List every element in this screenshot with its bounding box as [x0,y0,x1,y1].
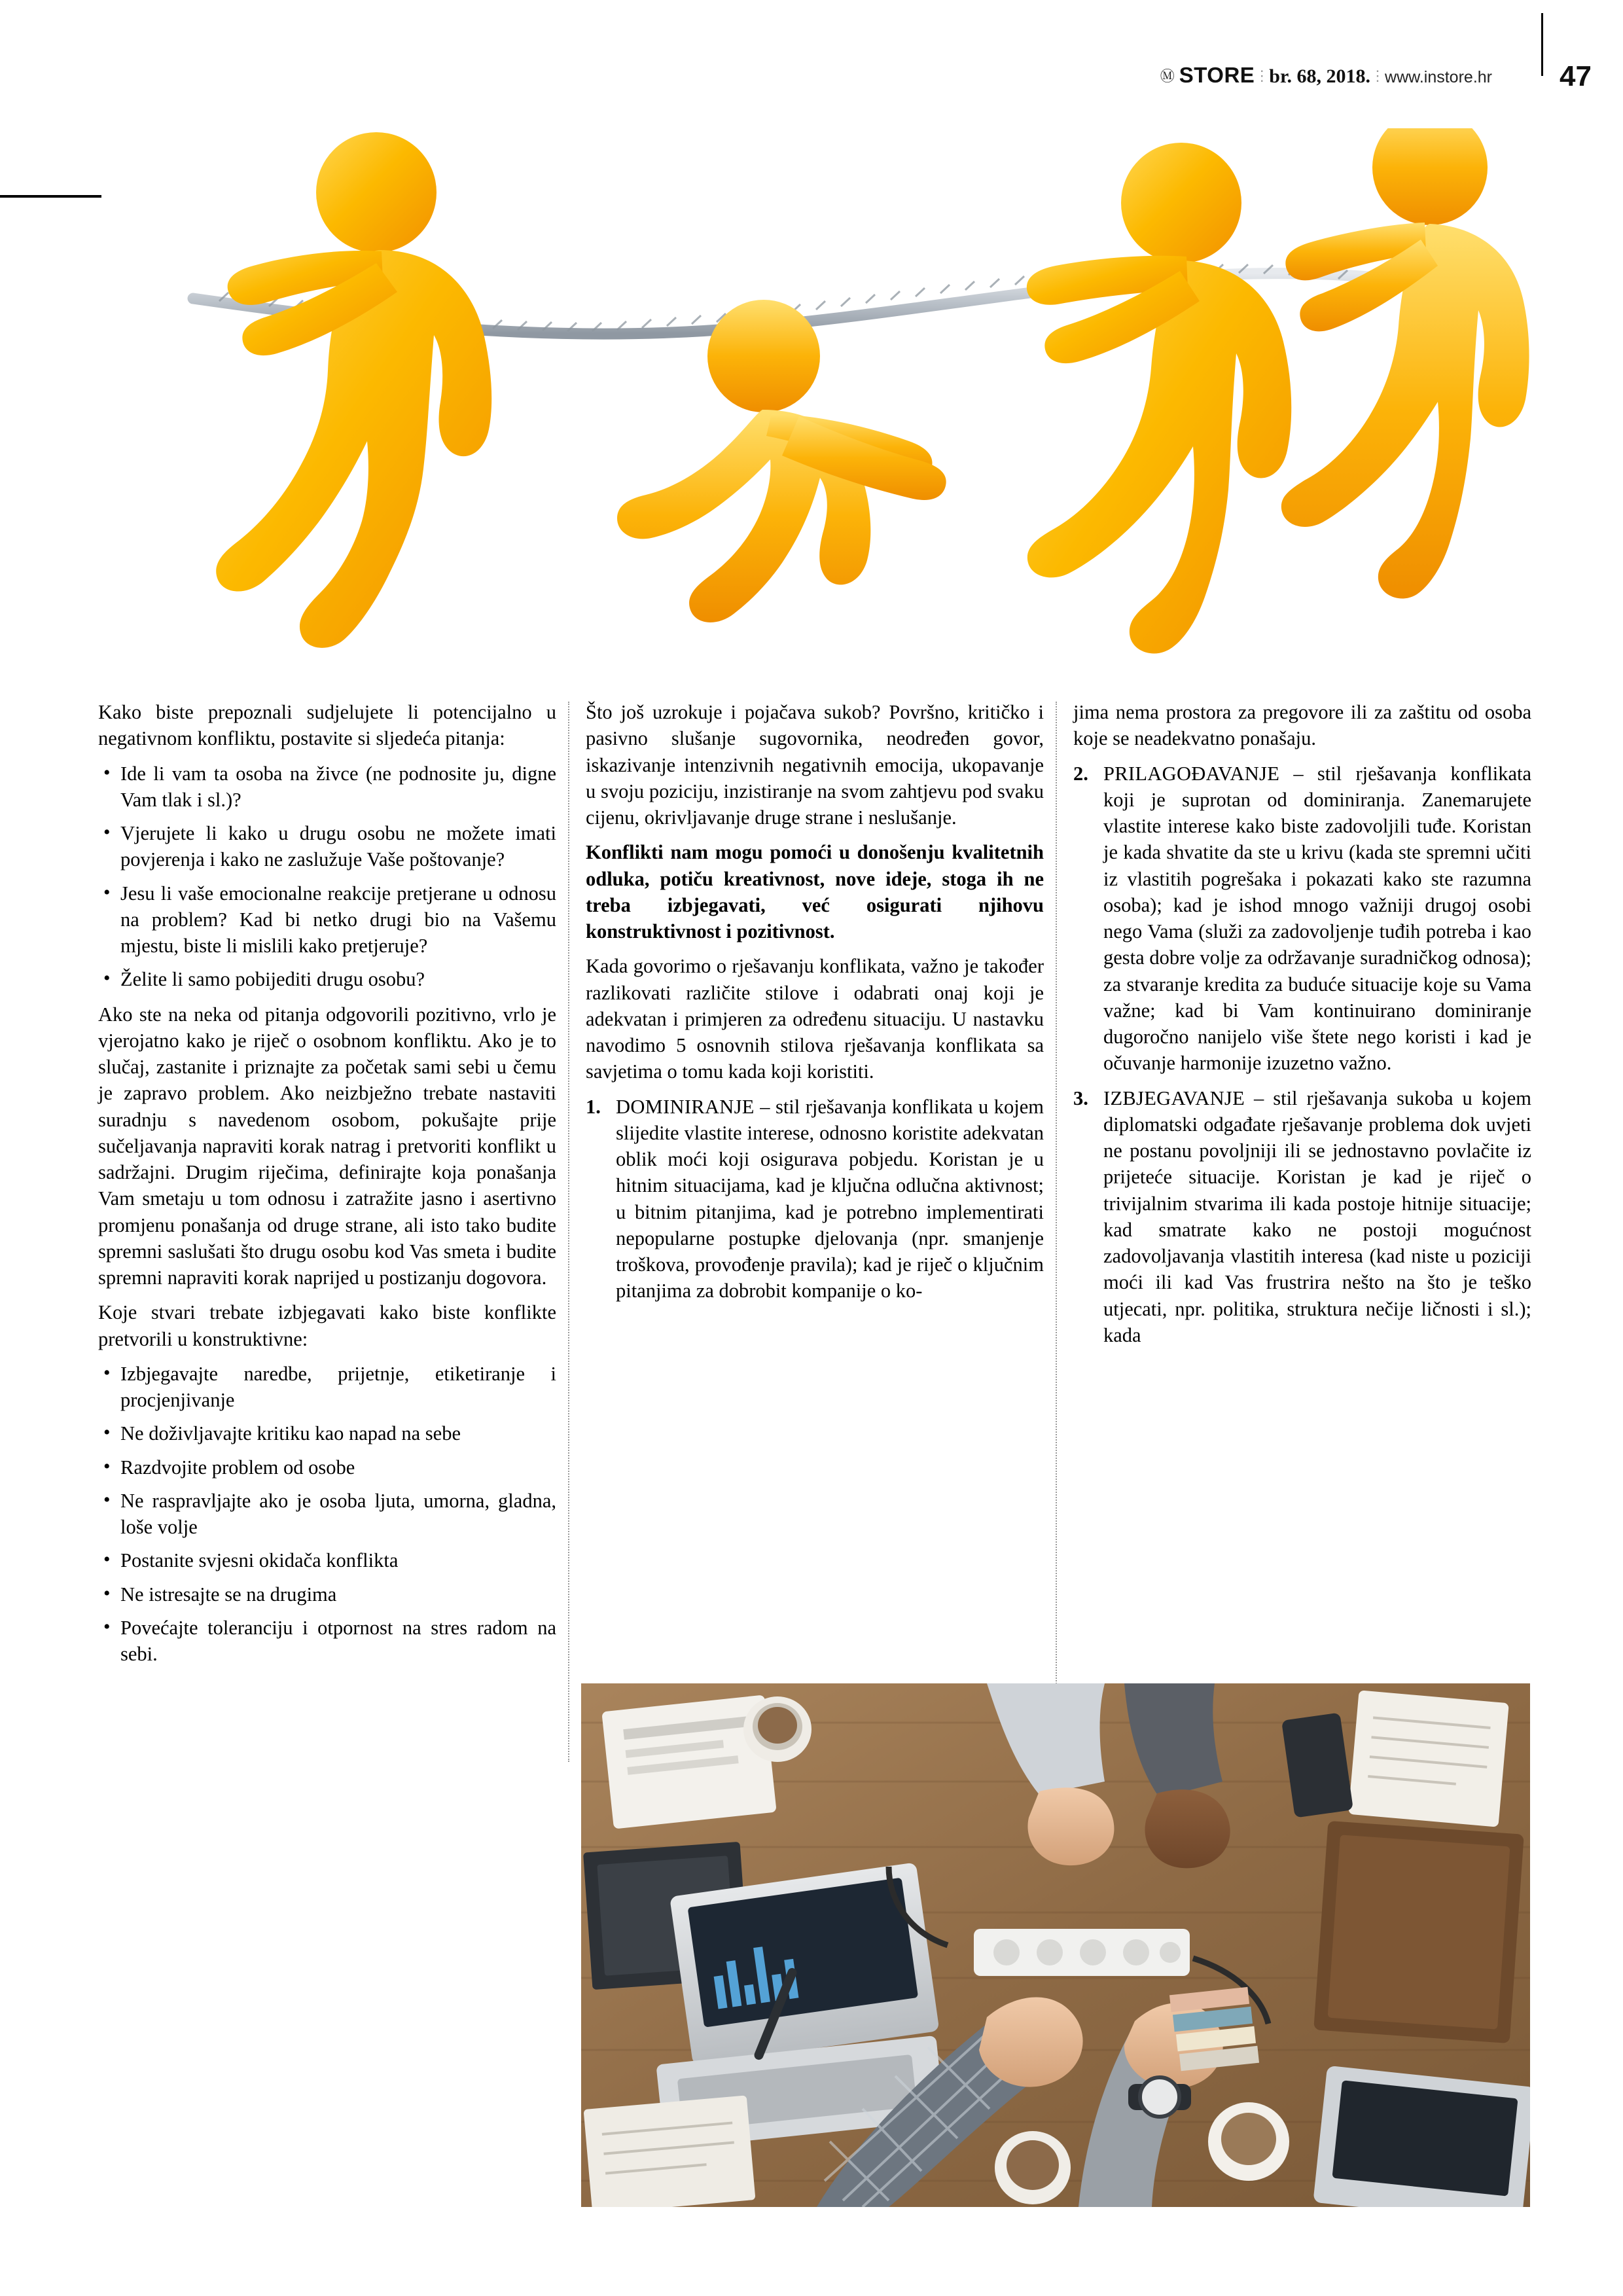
separator-dots: ⋮ [1255,67,1270,84]
column-3 [1073,699,1531,1357]
column-2 [586,699,1044,1313]
instore-logo-text: STORE [1179,63,1255,87]
instore-logo-icon: Ⓜ [1160,68,1174,84]
question-list [98,761,556,993]
website-url: www.instore.hr [1385,68,1492,86]
item-number: 1. [586,1095,601,1118]
advice-list [98,1361,556,1668]
highlight-paragraph: Konflikti nam mogu pomoći u donošenju kvalitetnih odluka, potiču kreativnost, nove ideje, stoga ih ne treba izbjegavati, već osigurati njihovu konstruktivnost i pozitivnost. [586,841,1044,942]
issue-label: br. 68, 2018. [1269,65,1371,87]
list-item: • Ne istresajte se na drugima [98,1581,556,1607]
item-text: – stil rješavanja konflikata u kojem slijedite vlastite interese, odnosno koristite adekvatan oblik moći koji osigurava pobjedu. Koristan je u hitnim situacijama, kad je ključna odlučna aktivnost; u bitnim pitanjima, kad je potrebno implementirati nepopularne postupke djelovanja (npr. smanjenje troškova, provođenje pravila); kad je riječ o ključnim pitanjima za dobrobit kompanije o ko- [616,1095,1044,1302]
item-number: 2. [1073,762,1088,785]
list-item: • Želite li samo pobijediti drugu osobu? [98,966,556,992]
column-1 [98,699,556,1676]
page-number: 47 [1560,60,1592,92]
item-text: – stil rješavanja sukoba u kojem diplomatski odgađate rješavanje problema dok uvjeti ne postanu povoljniji ili se jednostavno povlačite iz prijeteće situacije. Koristan je kad je riječ o trivijalnim stvarima ili kada postoje hitnije situacije; kad smatrate kako ne postoji mogućnost zadovoljavanja vlastitih interesa (kad niste u poziciji moći ili kad Vas frustrira nešto na što je teško utjecati, npr. politika, struktura nečije ličnosti i sl.); kada [1103,1086,1531,1346]
masthead [1160,63,1492,88]
separator-dots: ⋮ [1370,67,1385,84]
list-item: • Izbjegavajte naredbe, prijetnje, etiketiranje i procjenjivanje [98,1361,556,1414]
paragraph: Kako biste prepoznali sudjelujete li potencijalno u negativnom konfliktu, postavite si sljedeća pitanja: [98,701,556,750]
list-item: • Ne doživljavajte kritiku kao napad na sebe [98,1420,556,1446]
list-item: • Ne raspravljajte ako je osoba ljuta, umorna, gladna, loše volje [98,1488,556,1541]
item-title: PRILAGOĐAVANJE [1103,762,1280,785]
item-title: DOMINIRANJE [616,1095,755,1118]
list-item: • Povećajte toleranciju i otpornost na stres radom na sebi. [98,1615,556,1668]
paragraph: Koje stvari trebate izbjegavati kako biste konflikte pretvorili u konstruktivne: [98,1301,556,1350]
style-item-1 [586,1094,1044,1304]
paragraph: Što još uzrokuje i pojačava sukob? Površno, kritičko i pasivno slušanje sugovornika, neodređen govor, iskazivanje intenzivnih negativnih emocija, ukopavanje u svoju poziciju, inzistiranje na svom zahtjevu pod svaku cijenu, okrivljavanje druge strane i neslušanje. [586,701,1044,829]
page-header [0,63,1623,109]
list-item: • Jesu li vaše emocionalne reakcije pretjerane u odnosu na problem? Kad bi netko drugi bio na Vašemu mjestu, biste li mislili kako pretjeruje? [98,880,556,960]
column-divider [568,702,569,1762]
paragraph: Ako ste na neka od pitanja odgovorili pozitivno, vrlo je vjerojatno kako je riječ o osobnom konfliktu. Ako je to slučaj, zastanite i priznajte za početak sami sebi u čemu je zapravo problem. Ako neizbježno trebate nastaviti suradnju s navedenom osobom, pokušajte prije sučeljavanja napraviti korak natrag i pretvoriti konflikt u sadržajni. Drugim riječima, definirajte koja ponašanja Vam smetaju u tom odnosu i zatražite jasno i asertivno promjenu ponašanja od druge strane, ali isto tako budite spremni saslušati što drugu osobu kod Vas smeta i budite spremni napraviti korak naprijed u postizanju dogovora. [98,1003,556,1289]
item-text: – stil rješavanja konflikata koji je suprotan od dominiranja. Zanemarujete vlastite interese kako biste zadovoljili tuđe. Koristan je kada shvatite da ste u krivu (kada ste spremni učiti iz vlastitih pogrešaka i pokazati kako ste razumna osoba); kad je ishod mnogo važniji drugoj osobi nego Vama (služi za zadovoljenje tuđih potreba i kao gesta dobre volje za održavanje suradničkog odnosa); za stvaranje kredita za buduće situacije koje su Vama važne; kad bi Vam kontinuirano dominiranje dugoročno nanijelo više štete nego koristi i kad je očuvanje harmonije izuzetno važno. [1103,762,1531,1075]
column-divider [1056,702,1057,1762]
hero-illustration [101,128,1529,669]
style-item-3 [1073,1085,1531,1349]
style-item-2 [1073,761,1531,1077]
list-item: • Vjerujete li kako u drugu osobu ne možete imati povjerenja i kako ne zaslužuje Vaše poštovanje? [98,820,556,873]
list-item: • Razdvojite problem od osobe [98,1454,556,1480]
paragraph: Kada govorimo o rješavanju konflikata, važno je također razlikovati različite stilove i odabrati onaj koji je adekvatan i primjeren za određenu situaciju. U nastavku navodimo 5 osnovnih stilova rješavanja konflikata sa savjetima o tomu kada koji koristiti. [586,955,1044,1083]
list-item: • Ide li vam ta osoba na živce (ne podnosite ju, digne Vam tlak i sl.)? [98,761,556,814]
header-divider [1541,13,1543,76]
item-number: 3. [1073,1086,1088,1109]
list-item: • Postanite svjesni okidača konflikta [98,1547,556,1573]
team-photo [581,1683,1530,2207]
item-title: IZBJEGAVANJE [1103,1086,1245,1109]
paragraph: jima nema prostora za pregovore ili za zaštitu od osoba koje se neadekvatno ponašaju. [1073,701,1531,750]
